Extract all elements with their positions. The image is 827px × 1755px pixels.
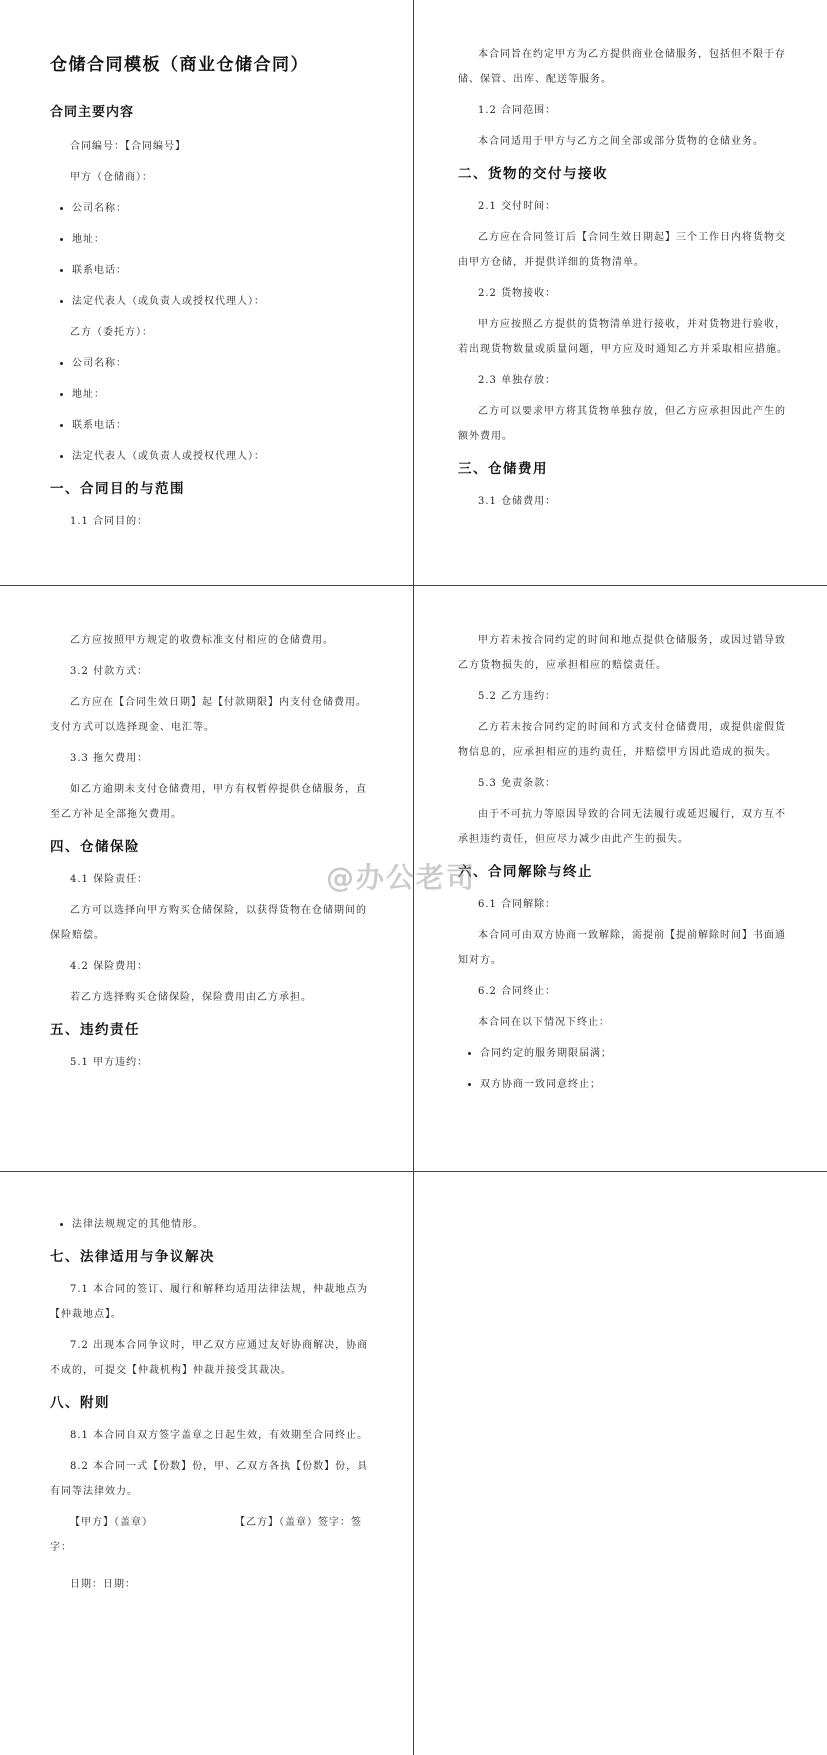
list-item: • 联系电话： xyxy=(72,258,373,283)
section-3-heading: 三、仓储费用 xyxy=(458,461,548,477)
paragraph: 本合同旨在约定甲方为乙方提供商业仓储服务，包括但不限于存储、保管、出库、配送等服务。 xyxy=(458,49,786,85)
clause-2-2: 2.2 货物接收： xyxy=(478,288,557,299)
page-6-blank xyxy=(414,1172,827,1755)
clause-5-2: 5.2 乙方违约： xyxy=(478,691,557,702)
page-5 xyxy=(0,1172,413,1755)
party-b-label: 乙方（委托方）： xyxy=(70,327,153,338)
list-item: • 法定代表人（或负责人或授权代理人）： xyxy=(72,289,373,314)
section-8-heading: 八、附则 xyxy=(50,1395,110,1411)
page-2 xyxy=(414,0,827,585)
paragraph: 本合同在以下情况下终止： xyxy=(478,1017,610,1028)
list-item: • 地址： xyxy=(72,382,373,407)
section-6-heading: 六、合同解除与终止 xyxy=(458,864,593,880)
party-a-seal: 【甲方】（盖章） xyxy=(70,1517,153,1528)
paragraph: 甲方应按照乙方提供的货物清单进行接收，并对货物进行验收，若出现货物数量或质量问题，甲方应及时通知乙方并采取相应措施。 xyxy=(458,319,788,355)
paragraph: 本合同适用于甲方与乙方之间全部或部分货物的仓储业务。 xyxy=(478,136,764,147)
section-4-heading: 四、仓储保险 xyxy=(50,839,140,855)
section-5-heading: 五、违约责任 xyxy=(50,1022,140,1038)
signature-continued: 字： xyxy=(50,1542,72,1553)
paragraph: 本合同可由双方协商一致解除，需提前【提前解除时间】书面通知对方。 xyxy=(458,930,786,966)
party-a-list xyxy=(50,196,373,314)
party-b-seal: 【乙方】（盖章）签字：签 xyxy=(235,1517,362,1528)
list-item: • 地址： xyxy=(72,227,373,252)
paragraph: 乙方可以要求甲方将其货物单独存放，但乙方应承担因此产生的额外费用。 xyxy=(458,406,786,442)
paragraph: 乙方应按照甲方规定的收费标准支付相应的仓储费用。 xyxy=(70,635,334,646)
clause-6-2: 6.2 合同终止： xyxy=(478,986,557,997)
list-item: • 合同约定的服务期限届满； xyxy=(480,1041,793,1066)
party-a-label: 甲方（仓储商）： xyxy=(70,172,153,183)
paragraph: 如乙方逾期未支付仓储费用，甲方有权暂停提供仓储服务，直至乙方补足全部拖欠费用。 xyxy=(50,784,367,820)
clause-2-1: 2.1 交付时间： xyxy=(478,201,557,212)
clause-2-3: 2.3 单独存放： xyxy=(478,375,557,386)
document-title: 仓储合同模板（商业仓储合同） xyxy=(50,55,309,75)
clause-5-3: 5.3 免责条款： xyxy=(478,778,557,789)
subtitle: 合同主要内容 xyxy=(50,105,135,120)
section-2-heading: 二、货物的交付与接收 xyxy=(458,166,608,182)
paragraph: 乙方可以选择向甲方购买仓储保险，以获得货物在仓储期间的保险赔偿。 xyxy=(50,905,367,941)
clause-7-2: 7.2 出现本合同争议时，甲乙双方应通过友好协商解决，协商不成的，可提交【仲裁机构】仲裁并接受其裁决。 xyxy=(50,1340,369,1376)
clause-3-2: 3.2 付款方式： xyxy=(70,666,149,677)
list-item: • 双方协商一致同意终止； xyxy=(480,1072,793,1097)
paragraph: 乙方应在【合同生效日期】起【付款期限】内支付仓储费用。支付方式可以选择现金、电汇等。 xyxy=(50,697,367,733)
paragraph: 乙方若未按合同约定的时间和方式支付仓储费用，或提供虚假货物信息的，应承担相应的违约责任，并赔偿甲方因此造成的损失。 xyxy=(458,722,786,758)
clause-7-1: 7.1 本合同的签订、履行和解释均适用法律法规，仲裁地点为【仲裁地点】。 xyxy=(50,1284,369,1320)
watermark: @办公老司 xyxy=(326,861,477,894)
clause-3-3: 3.3 拖欠费用： xyxy=(70,753,149,764)
paragraph: 由于不可抗力等原因导致的合同无法履行或延迟履行，双方互不承担违约责任，但应尽力减少由此产生的损失。 xyxy=(458,809,786,845)
contract-number: 合同编号：【合同编号】 xyxy=(70,141,186,152)
list-item: • 法定代表人（或负责人或授权代理人）： xyxy=(72,444,373,469)
clause-1-1: 1.1 合同目的： xyxy=(70,516,149,527)
list-item: • 公司名称： xyxy=(72,351,373,376)
paragraph: 若乙方选择购买仓储保险，保险费用由乙方承担。 xyxy=(70,992,312,1003)
date-line: 日期：日期： xyxy=(70,1579,136,1590)
signature-line xyxy=(50,1510,373,1560)
clause-8-1: 8.1 本合同自双方签字盖章之日起生效，有效期至合同终止。 xyxy=(70,1430,369,1441)
termination-list xyxy=(458,1041,793,1097)
party-b-list xyxy=(50,351,373,469)
list-item: • 联系电话： xyxy=(72,413,373,438)
clause-5-1: 5.1 甲方违约： xyxy=(70,1057,149,1068)
paragraph: 甲方若未按合同约定的时间和地点提供仓储服务，或因过错导致乙方货物损失的，应承担相应的赔偿责任。 xyxy=(458,635,786,671)
clause-3-1: 3.1 仓储费用： xyxy=(478,496,557,507)
section-7-heading: 七、法律适用与争议解决 xyxy=(50,1249,215,1265)
section-1-heading: 一、合同目的与范围 xyxy=(50,481,185,497)
clause-6-1: 6.1 合同解除： xyxy=(478,899,557,910)
paragraph: 乙方应在合同签订后【合同生效日期起】三个工作日内将货物交由甲方仓储，并提供详细的货物清单。 xyxy=(458,232,786,268)
clause-1-2: 1.2 合同范围： xyxy=(478,105,557,116)
clause-4-2: 4.2 保险费用： xyxy=(70,961,149,972)
page-1 xyxy=(0,0,413,585)
clause-4-1: 4.1 保险责任： xyxy=(70,874,149,885)
list-item: • 公司名称： xyxy=(72,196,373,221)
clause-8-2: 8.2 本合同一式【份数】份，甲、乙双方各执【份数】份，具有同等法律效力。 xyxy=(50,1461,369,1497)
list-item: • 法律法规规定的其他情形。 xyxy=(72,1212,373,1237)
termination-list-continued xyxy=(50,1212,373,1237)
